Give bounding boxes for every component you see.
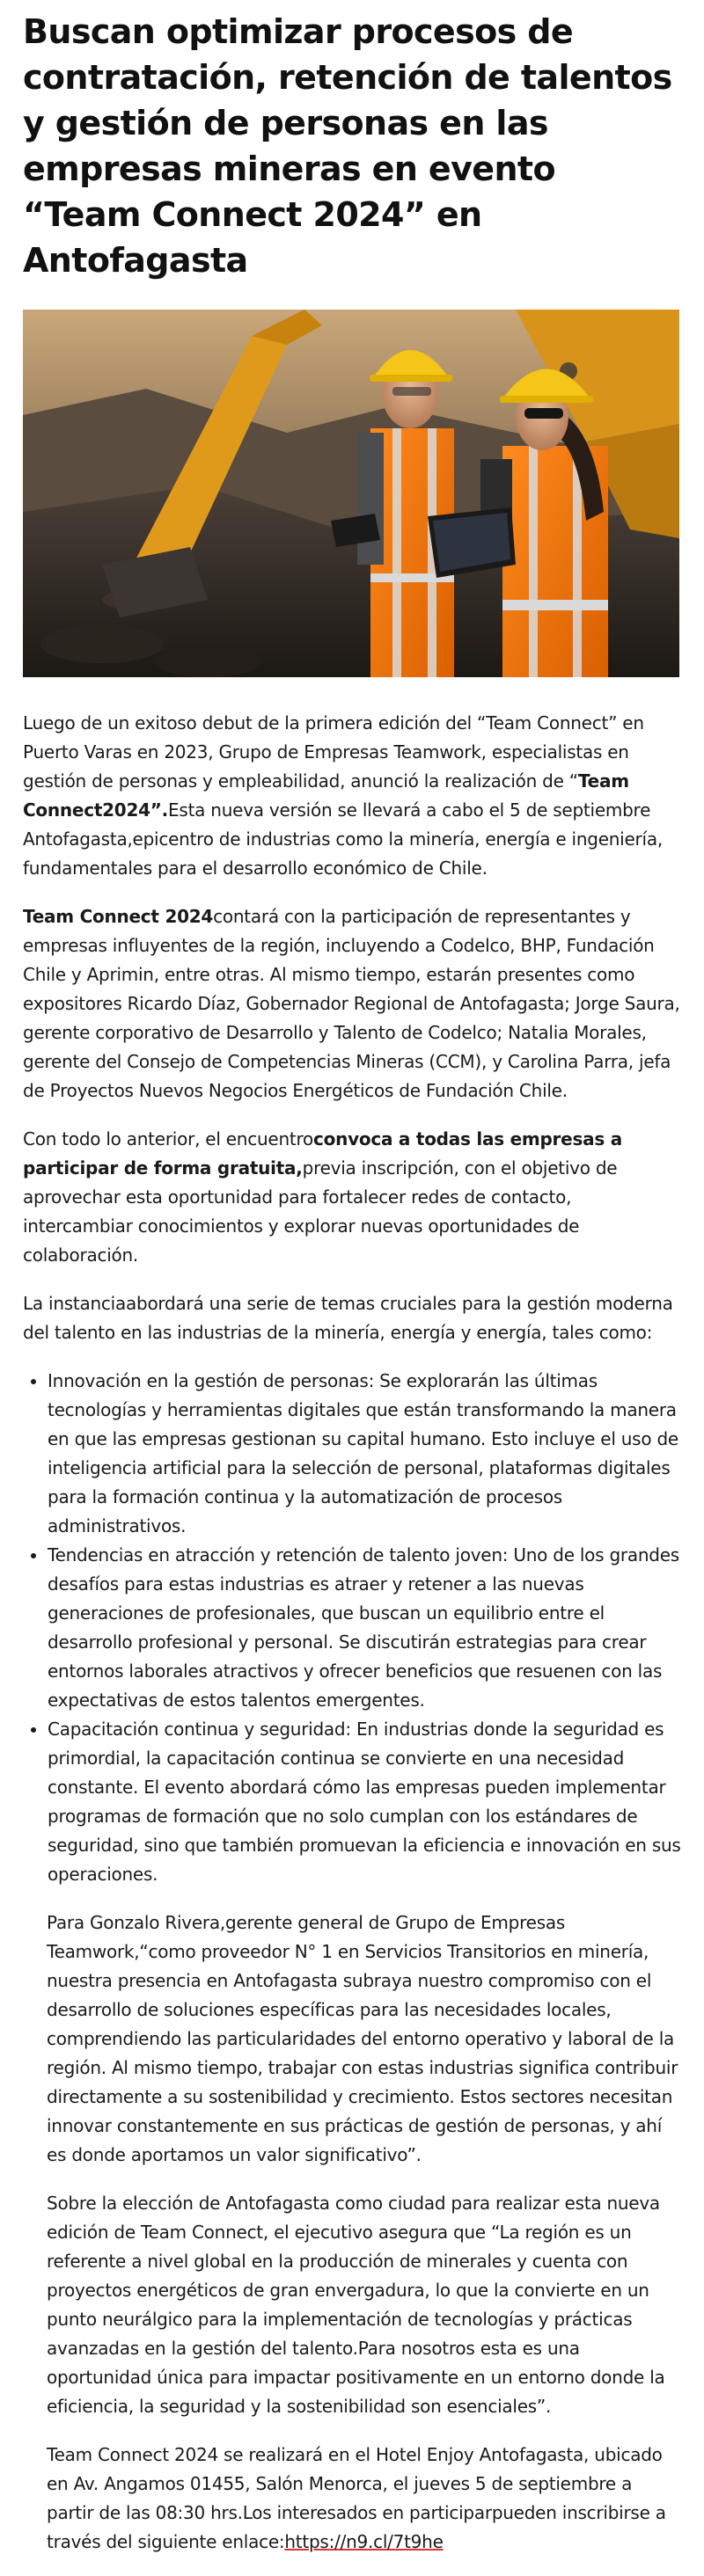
quote-paragraph-rivera: Para Gonzalo Rivera,gerente general de Grupo de Empresas Teamwork,“como proveedor N° 1 en Servicios Transitorios en minería, nuestra presencia en Antofagasta subraya nuestro compromiso con el desarrollo de soluciones específicas para las necesidades locales, comprendiendo las particularidades del entorno operativo y laboral de la región. Al mismo tiempo, trabajar con estas industrias significa contribuir directamente a su sostenibilidad y crecimiento. Estos sectores necesitan innovar constantemente en sus prácticas de gestión de personas, y ahí es donde aportamos un valor significativo”. — [47, 1912, 678, 2165]
event-details-paragraph: Team Connect 2024 se realizará en el Hotel Enjoy Antofagasta, ubicado en Av. Angamos 01455, Salón Menorca, el jueves 5 de septiembre a partir de las 08:30 hrs.Los interesados en participarpueden inscribirse a través del siguiente enlace:https://n9.cl/7t9he — [47, 2444, 666, 2552]
article — [0, 9, 704, 2557]
topics-list — [23, 1367, 683, 1889]
article-title: Buscan optimizar procesos de contratación, retención de talentos y gestión de personas en las empresas mineras en evento “Team Connect 2024” en Antofagasta — [23, 12, 672, 280]
registration-link[interactable]: https://n9.cl/7t9he — [284, 2531, 444, 2552]
hero-image — [23, 310, 679, 677]
topics-intro-paragraph: La instanciaabordará una serie de temas cruciales para la gestión moderna del talento en las industrias de la minería, energía y energía, tales como: — [23, 1293, 673, 1343]
intro-paragraph: Luego de un exitoso debut de la primera edición del “Team Connect” en Puerto Varas en 2023, Grupo de Empresas Teamwork, especialistas en gestión de personas y empleabilidad, anunció la realización de “Team Connect2024”.Esta nueva versión se llevará a cabo el 5 de septiembre Antofagasta,epicentro de industrias como la minería, energía e ingeniería, fundamentales para el desarrollo económico de Chile. — [23, 712, 663, 879]
list-item: • Innovación en la gestión de personas: Se explorarán las últimas tecnologías y herramientas digitales que están transformando la manera en que las empresas gestionan su capital humano. Esto incluye el uso de inteligencia artificial para la selección de personal, plataformas digitales para la formación continua y la automatización de procesos administrativos. — [48, 1367, 683, 1541]
invitation-paragraph: Con todo lo anterior, el encuentroconvoca a todas las empresas a participar de forma gratuita,previa inscripción, con el objetivo de aprovechar esta oportunidad para fortalecer redes de contacto, intercambiar conocimientos y explorar nuevas oportunidades de colaboración. — [23, 1128, 622, 1266]
list-item: • Tendencias en atracción y retención de talento joven: Uno de los grandes desafíos para estas industrias es atraer y retener a las nuevas generaciones de profesionales, que buscan un equilibrio entre el desarrollo profesional y personal. Se discutirán estrategias para crear entornos laborales atractivos y ofrecer beneficios que resuenen con las expectativas de estos talentos emergentes. — [48, 1541, 683, 1715]
list-item: • Capacitación continua y seguridad: En industrias donde la seguridad es primordial, la capacitación continua se convierte en una necesidad constante. El evento abordará cómo las empresas pueden implementar programas de formación que no solo cumplan con los estándares de seguridad, sino que también promuevan la eficiencia e innovación en sus operaciones. — [48, 1715, 683, 1889]
quote-paragraph-antofagasta: Sobre la elección de Antofagasta como ciudad para realizar esta nueva edición de Team Connect, el ejecutivo asegura que “La región es un referente a nivel global en la producción de minerales y cuenta con proyectos energéticos de gran envergadura, lo que la convierte en un punto neurálgico para la implementación de tecnologías y prácticas avanzadas en la gestión del talento.Para nosotros esta es una oportunidad única para impactar positivamente en un entorno donde la eficiencia, la seguridad y la sostenibilidad son esenciales”. — [47, 2193, 665, 2417]
participants-paragraph: Team Connect 2024contará con la participación de representantes y empresas influyentes de la región, incluyendo a Codelco, BHP, Fundación Chile y Aprimin, entre otras. Al mismo tiempo, estarán presentes como expositores Ricardo Díaz, Gobernador Regional de Antofagasta; Jorge Saura, gerente corporativo de Desarrollo y Talento de Codelco; Natalia Morales, gerente del Consejo de Competencias Mineras (CCM), y Carolina Parra, jefa de Proyectos Nuevos Negocios Energéticos de Fundación Chile. — [23, 906, 680, 1101]
